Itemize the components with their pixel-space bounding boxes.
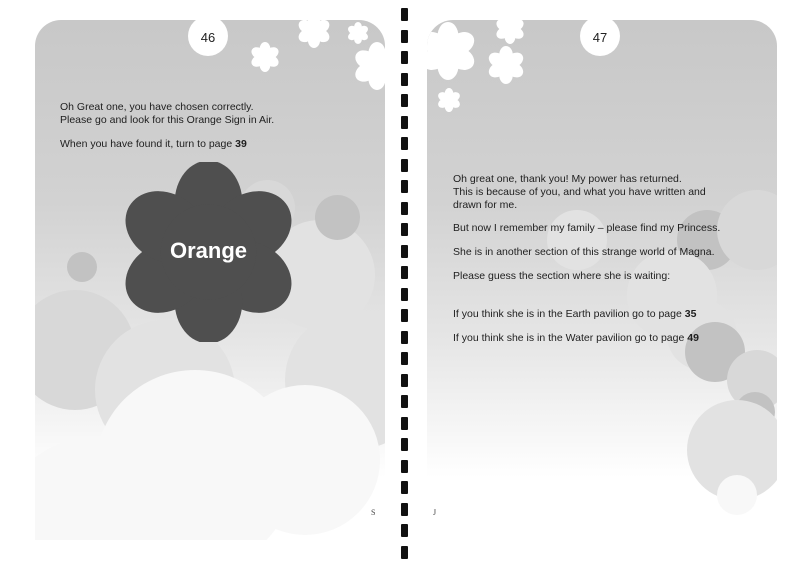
instruction-text: When you have found it, turn to page [60,138,236,150]
binding-hole [401,180,408,193]
binding-hole [401,266,408,279]
intro-line: Please go and look for this Orange Sign in Air. [60,114,275,126]
white-flower-icon [495,20,525,44]
option-earth [453,308,763,321]
binding-hole [401,94,408,107]
binding-hole [401,524,408,537]
guess-paragraph: Please guess the section where she is waiting: [453,270,671,282]
option-earth-text: If you think she is in the Earth pavilion go to page [453,308,685,320]
binding-hole [401,352,408,365]
binding-hole [401,374,408,387]
background-bubble [717,475,757,515]
binding-hole [401,202,408,215]
target-page-number: 39 [235,138,247,150]
footer-mark: J [433,508,437,517]
binding-hole [401,288,408,301]
intro-line: Oh Great one, you have chosen correctly. [60,101,254,113]
binding-hole [401,503,408,516]
footer-mark: S [371,508,376,517]
binding-hole [401,309,408,322]
thanks-line: Oh great one, thank you! My power has returned. [453,173,682,185]
instruction-paragraph [60,138,360,151]
background-bubble [315,195,360,240]
background-bubble [230,385,380,535]
page-number: 46 [188,20,228,56]
option-water-text: If you think she is in the Water pavilion go to page [453,332,688,344]
thanks-line: drawn for me. [453,199,518,211]
binding-hole [401,73,408,86]
sign-label: Orange [169,238,248,263]
binding-hole [401,8,408,21]
binding-hole [401,116,408,129]
binding-hole [401,395,408,408]
white-flower-icon [353,40,385,92]
white-flower-icon [250,40,280,74]
thanks-line: This is because of you, and what you have written and [453,186,706,198]
binding-hole [401,481,408,494]
option-water [453,332,763,345]
binding-hole [401,51,408,64]
magna-paragraph: She is in another section of this strange world of Magna. [453,246,715,258]
thanks-paragraph [453,173,753,212]
binding-hole [401,460,408,473]
family-paragraph: But now I remember my family – please find my Princess. [453,222,721,234]
binding-hole [401,546,408,559]
binding-hole [401,223,408,236]
white-flower-icon [427,22,477,80]
binding-hole [401,438,408,451]
right-page [427,20,777,540]
option-earth-page: 35 [684,308,697,320]
binding-hole [401,417,408,430]
binding-hole [401,137,408,150]
page-number: 47 [580,20,620,56]
left-page [35,20,385,540]
white-flower-icon [437,88,461,112]
intro-paragraph [60,101,360,127]
orange-sign [121,162,296,342]
binding-hole [401,30,408,43]
binding-hole [401,331,408,344]
white-flower-icon [297,20,331,48]
white-flower-icon [487,46,525,84]
option-water-page: 49 [687,332,699,344]
binding-hole [401,159,408,172]
background-bubble [547,210,607,270]
background-bubble [67,252,97,282]
binding-hole [401,245,408,258]
